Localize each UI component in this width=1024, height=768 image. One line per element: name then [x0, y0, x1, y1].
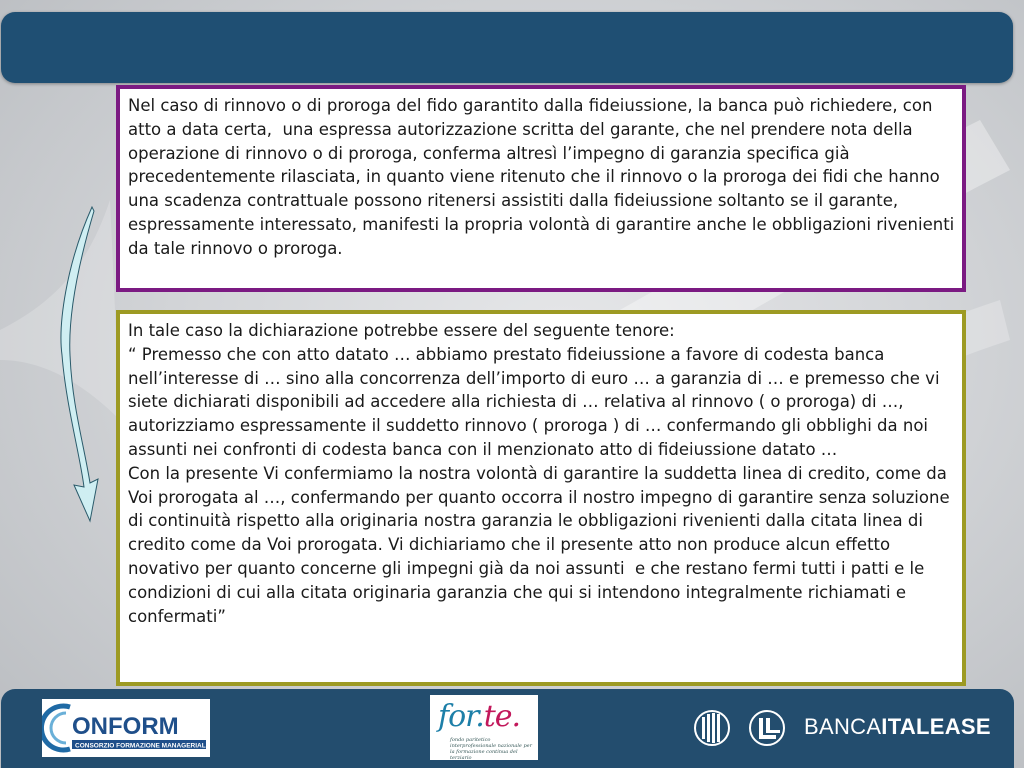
header-bar: [1, 12, 1013, 83]
fideiussione-renewal-text-box: [116, 85, 966, 292]
curved-arrow-icon: [56, 205, 100, 523]
forte-subtitle: fondo paritetico interprofessionale nazionale per la formazione continua del terziario: [450, 737, 533, 761]
declaration-text-box: [116, 310, 966, 686]
forte-wordmark: for.te.: [438, 699, 521, 734]
svg-text:ONFORM: ONFORM: [72, 713, 179, 740]
declaration-paragraph: In tale caso la dichiarazione potrebbe essere del seguente tenore: “ Premesso che con atto datato … abbiamo prestato fideiussione a favore di codesta banca nell’interesse di … sino alla concorrenza dell’importo di euro … a garanzia di … e premesso che vi siete dichiarati disponibili ad accedere alla richiesta di … relativa al rinnovo ( o proroga) di …, autorizziamo espressamente il suddetto rinnovo ( proroga ) di … confermando gli obblighi da noi assunti nei confronti di codesta banca con il menzionato atto di fideiussione datato … Con la presente Vi confermiamo la nostra volontà di garantire la suddetta linea di credito, come da Voi prorogata al …, confermando per quanto occorra il nostro impegno di garantire senza soluzione di continuità rispetto alla originaria nostra garanzia le obbligazioni rivenienti dalla citata linea di credito come da Voi prorogata. Vi dichiariamo che il presente atto non produce alcun effetto novativo per quanto concerne gli impegni già da noi assunti e che restano fermi tutti i patti e le condizioni di cui alla citata originaria garanzia che qui si intendono integralmente richiamati e confermati”: [128, 321, 950, 626]
bancaitalease-logo: [692, 706, 992, 750]
forte-logo: [430, 695, 538, 760]
renewal-paragraph: Nel caso di rinnovo o di proroga del fido garantito dalla fideiussione, la banca può richiedere, con atto a data certa, una espressa autorizzazione scritta del garante, che nel prendere nota della operazione di rinnovo o di proroga, conferma altresì l’impegno di garanzia specifica già precedentemente rilasciata, in quanto viene ritenuto che il rinnovo o la proroga dei fidi che hanno una scadenza contrattuale possono ritenersi assistiti dalla fideiussione soltanto se il garante, espressamente interessato, manifesti la propria volontà di garantire anche le obbligazioni rivenienti da tale rinnovo o proroga.: [128, 96, 960, 258]
svg-text:CONSORZIO FORMAZIONE MANAGERIA: CONSORZIO FORMAZIONE MANAGERIALE: [75, 742, 210, 750]
bancaitalease-icon: [692, 708, 792, 748]
bancaitalease-wordmark: BANCAITALEASE: [804, 714, 991, 739]
conform-logo: [42, 699, 210, 757]
